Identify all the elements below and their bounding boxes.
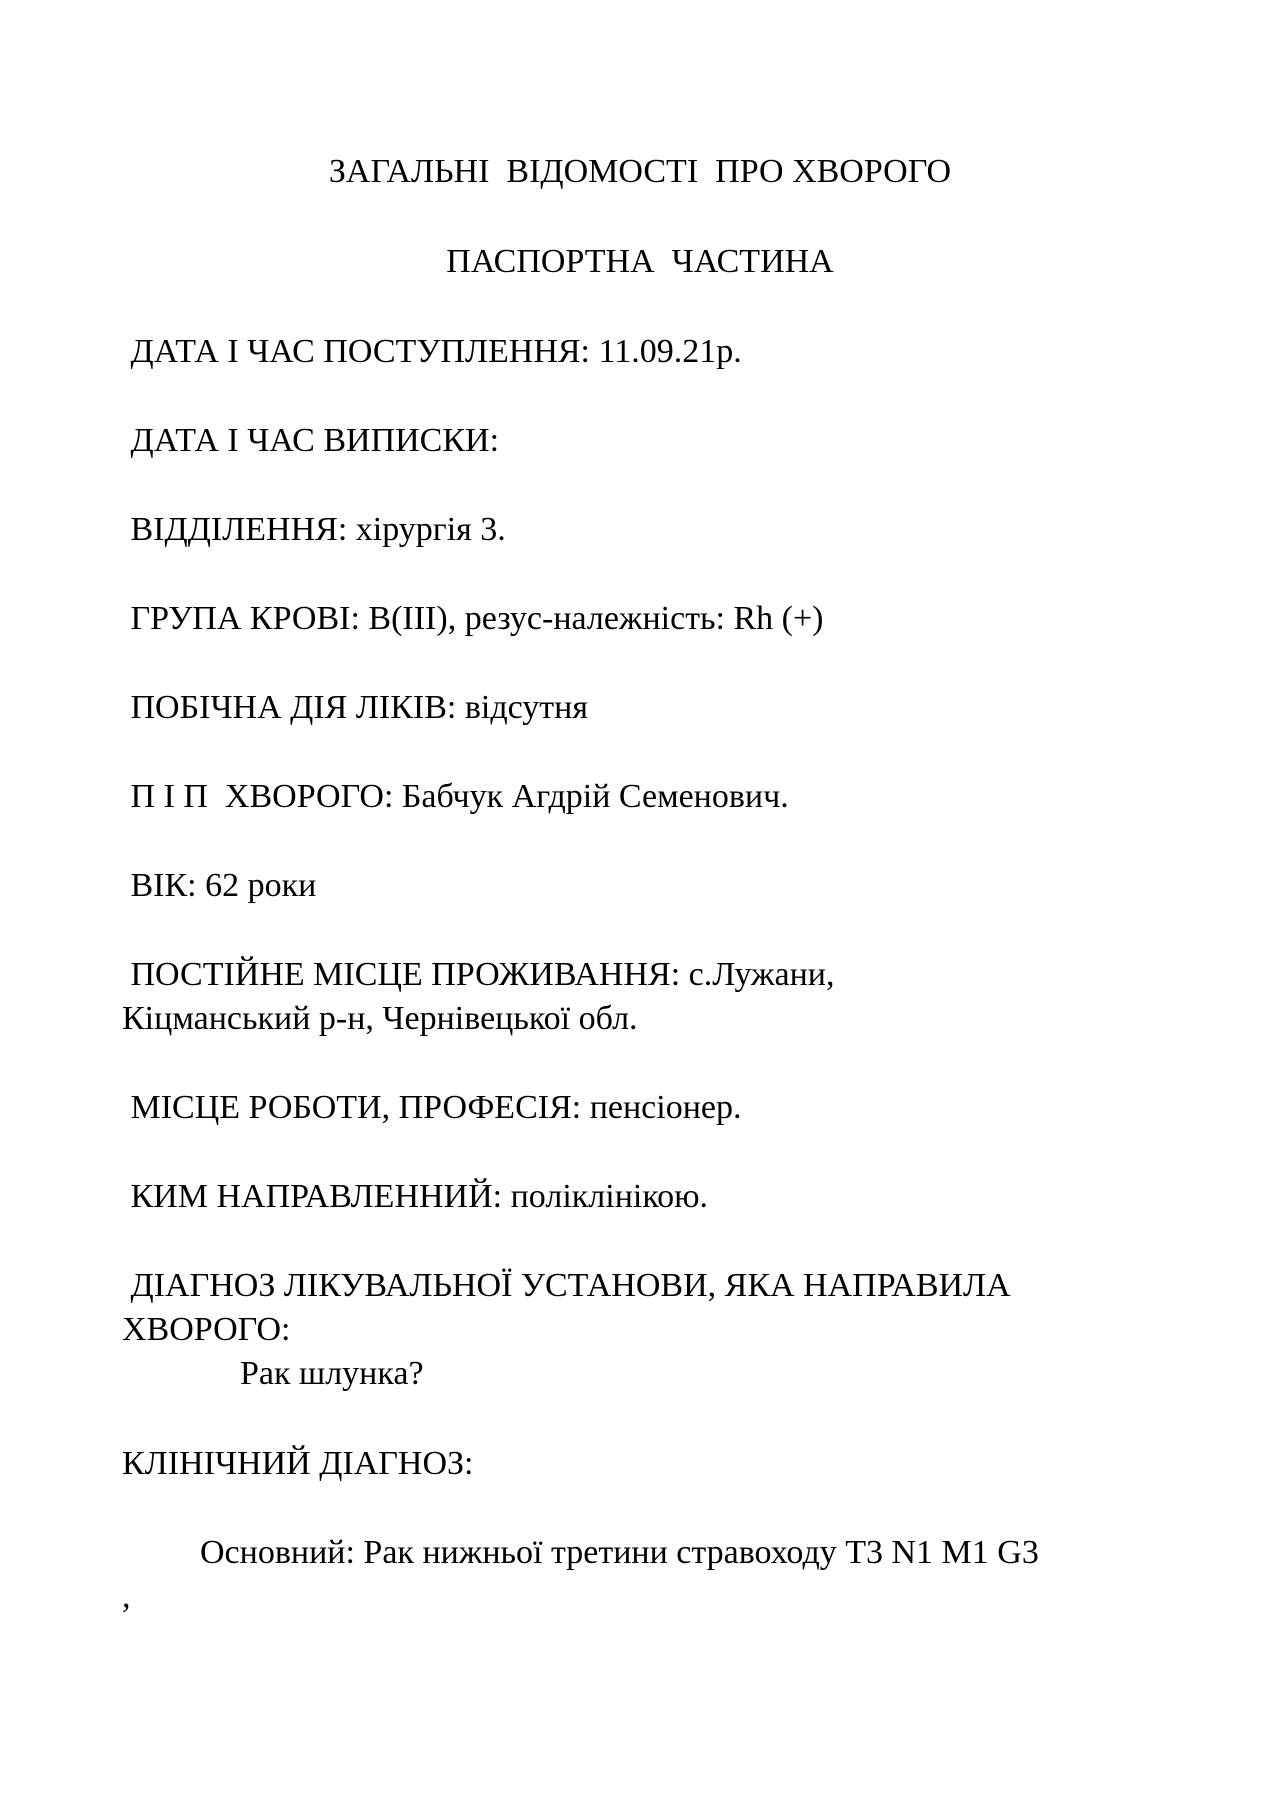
referral-diagnosis-line-1: ДІАГНОЗ ЛІКУВАЛЬНОЇ УСТАНОВИ, ЯКА НАПРАВИЛА bbox=[122, 1267, 1011, 1304]
blood-group-field: ГРУПА КРОВІ: В(ІІІ), резус-належність: Rh (+) bbox=[122, 600, 824, 637]
residence-line-2: Кіцманський р-н, Чернівецької обл. bbox=[122, 1000, 638, 1037]
clinical-diagnosis-label: КЛІНІЧНИЙ ДІАГНОЗ: bbox=[122, 1445, 474, 1482]
residence-field bbox=[122, 953, 1182, 1041]
trailing-comma: , bbox=[122, 1578, 131, 1615]
referral-diagnosis-field bbox=[122, 1264, 1182, 1352]
referral-diagnosis-value: Рак шлунка? bbox=[240, 1355, 424, 1392]
discharge-date-field: ДАТА І ЧАС ВИПИСКИ: bbox=[122, 422, 500, 459]
patient-name-field: П І П ХВОРОГО: Бабчук Агдрій Семенович. bbox=[122, 778, 789, 815]
department-field: ВІДДІЛЕННЯ: хірургія 3. bbox=[122, 511, 506, 548]
referred-by-field: КИМ НАПРАВЛЕННИЙ: поліклінікою. bbox=[122, 1178, 709, 1215]
drug-side-effects-field: ПОБІЧНА ДІЯ ЛІКІВ: відсутня bbox=[122, 689, 588, 726]
document-title: ЗАГАЛЬНІ ВІДОМОСТІ ПРО ХВОРОГО bbox=[328, 153, 952, 190]
main-diagnosis: Основний: Рак нижньої третини стравоходу Т3 N1 M1 G3 bbox=[200, 1534, 1039, 1571]
section-title: ПАСПОРТНА ЧАСТИНА bbox=[446, 243, 834, 280]
referral-diagnosis-line-2: ХВОРОГО: bbox=[122, 1311, 291, 1348]
admission-date-field: ДАТА І ЧАС ПОСТУПЛЕННЯ: 11.09.21р. bbox=[122, 333, 742, 370]
patient-age-field: ВІК: 62 роки bbox=[122, 867, 317, 904]
residence-line-1: ПОСТІЙНЕ МІСЦЕ ПРОЖИВАННЯ: с.Лужани, bbox=[122, 956, 835, 993]
work-profession-field: МІСЦЕ РОБОТИ, ПРОФЕСІЯ: пенсіонер. bbox=[122, 1089, 742, 1126]
